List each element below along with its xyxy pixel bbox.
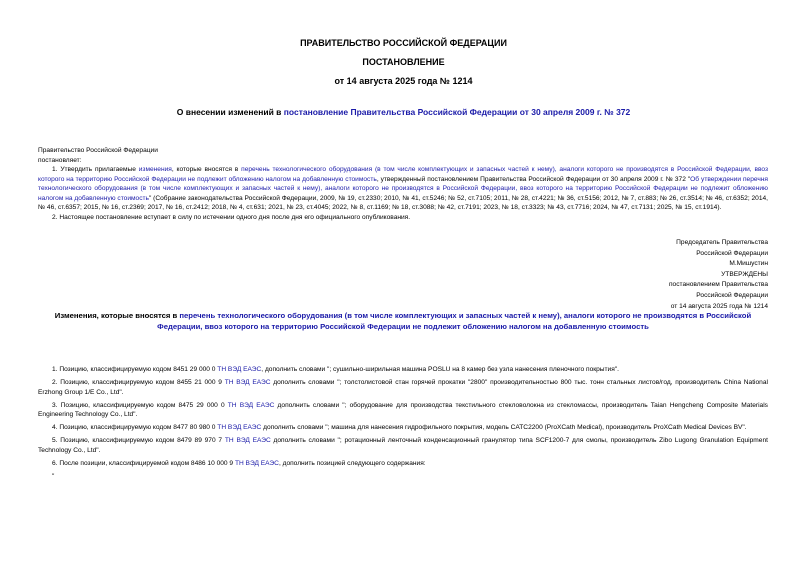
item-text: дополнить словами "; машина для нанесения гидрофильного покрытия, модель CATC2200 (ProXCath Medical), производитель ProXCath Medical Devices BV". (261, 424, 747, 432)
clause-2: 2. Настоящее постановление вступает в силу по истечении одного дня после дня его официального опубликования. (52, 213, 411, 221)
annex-title-link[interactable]: перечень технологического оборудования (в том числе комплектующих и запасных частей к нему), аналоги которого не производятся в Российской Федерации, ввоз которого на территорию Российской Федерации не подлежит обложению налогом на добавленную стоимость (157, 311, 752, 331)
item-text: дополнить словами "; оборудование для производства текстильного стекловолокна из стекломассы, производитель Taian Hengcheng Composite Materials Engineering Technology Co., Ltd". (38, 401, 768, 419)
resolution-372-link[interactable]: Об утверждении перечня технологического оборудования (в том числе комплектующих и запасных частей к нему), аналоги которого не производятся в Российской Федерации, ввоз которого на территорию Российской Федерации не подлежит обложению налогом на добавленную стоимость (38, 175, 768, 202)
trailing-quote: " (52, 472, 55, 480)
signature-line-2: Российской Федерации (696, 249, 768, 257)
preamble-line-1: Правительство Российской Федерации (38, 147, 158, 154)
list-item (38, 378, 768, 397)
title-prefix: О внесении изменений в (176, 107, 284, 117)
signature-line-1: Председатель Правительства (676, 239, 768, 246)
equipment-list-link[interactable]: перечень технологического оборудования (в том числе комплектующих и запасных частей к нему), аналоги которого не производятся в Российской Федерации, ввоз которого на территорию Российской Федерации не подлежит обложению налогом на добавленную стоимость (38, 166, 768, 183)
list-item (38, 459, 768, 469)
item-text: 6. После позиции, классифицируемой кодом 8486 10 000 9 (52, 459, 235, 467)
tn-ved-link[interactable]: ТН ВЭД ЕАЭС (217, 366, 262, 373)
tn-ved-link[interactable]: ТН ВЭД ЕАЭС (227, 401, 275, 409)
annex-title-text: Изменения, которые вносятся в (54, 311, 180, 320)
clause-1-text-b: , которые вносятся в (171, 166, 242, 173)
tn-ved-link[interactable]: ТН ВЭД ЕАЭС (217, 424, 262, 432)
list-item (38, 436, 768, 455)
clause-1-text-c: , утвержденный постановлением Правительства Российской Федерации от 30 апреля 2009 г. № 372 " (376, 175, 691, 183)
amendment-items (38, 365, 768, 485)
tn-ved-link[interactable]: ТН ВЭД ЕАЭС (224, 437, 271, 445)
signature-block (430, 238, 768, 312)
item-text: дополнить словами "; толстолистовой стан горячей прокатки "2800" производительностью 800 тыс. тонн стальных листов/год, производитель China National Erzhong Group 1/E Co., Ltd". (38, 378, 768, 396)
item-text: 2. Позицию, классифицируемую кодом 8455 21 000 9 (52, 378, 225, 386)
item-text: 1. Позицию, классифицируемую кодом 8451 29 000 0 (52, 366, 218, 373)
annex-title (38, 311, 768, 332)
list-item (38, 401, 768, 420)
clause-1 (38, 165, 768, 213)
item-text: дополнить словами "; ротационный ленточный конденсационный гранулятор типа SCF1200-7 для смолы, производитель Zibo Lugong Granulation Equipment Technology Co., Ltd". (38, 437, 768, 454)
list-item (38, 423, 768, 433)
government-heading: ПРАВИТЕЛЬСТВО РОССИЙСКОЙ ФЕДЕРАЦИИ (300, 38, 507, 48)
tn-ved-link[interactable]: ТН ВЭД ЕАЭС (234, 459, 279, 467)
item-text: 4. Позицию, классифицируемую кодом 8477 80 980 0 (52, 424, 218, 432)
clause-1-text-a: 1. Утвердить прилагаемые (52, 166, 139, 173)
item-text: , дополнить словами "; сушильно-ширильная машина POSLU на 8 камер без узла нанесения пленочного покрытия". (261, 366, 619, 373)
item-text: , дополнить позицией следующего содержания: (278, 459, 426, 467)
tn-ved-link[interactable]: ТН ВЭД ЕАЭС (224, 378, 271, 386)
approval-line-1: УТВЕРЖДЕНЫ (721, 270, 768, 278)
clause-1-text-d: " (Собрание законодательства Российской Федерации, 2009, № 19, ст.2330; 2010, № 41, ст.5246; № 52, ст.7105; 2011, № 28, ст.4221; № 36, ст.5156; 2012, № 7, ст.883; № 26, ст.3514; № 46, ст.6352; 2014, № 46, ст.6357; 2015, № 16, ст.2369; 2017, № 16, ст.2412; 2018, № 4, ст.631; 2021, № 23, ст.4045; 2022, № 8, ст.1169; № 18, ст.3088; № 42, ст.7191; 2023, № 18, ст.3323; № 43, ст.7716; 2024, № 47, ст.7131; 2025, № 15, ст.1914). (38, 194, 769, 211)
date-number-heading: от 14 августа 2025 года № 1214 (334, 76, 473, 86)
approval-line-3: Российской Федерации (696, 291, 768, 299)
title-link[interactable]: постановление Правительства Российской Федерации от 30 апреля 2009 г. № 372 (283, 107, 631, 117)
signature-line-3: М.Мишустин (729, 260, 768, 268)
approval-line-4: от 14 августа 2025 года № 1214 (670, 302, 768, 310)
decree-body (38, 146, 768, 222)
document-title (0, 107, 807, 117)
changes-link[interactable]: изменения (138, 166, 172, 173)
item-text: 5. Позицию, классифицируемую кодом 8479 89 970 7 (52, 437, 225, 445)
approval-line-2: постановлением Правительства (668, 281, 768, 289)
preamble-line-2: постановляет: (38, 156, 82, 164)
item-text: 3. Позицию, классифицируемую кодом 8475 29 000 0 (52, 401, 228, 409)
list-item (38, 365, 768, 375)
document-type-heading: ПОСТАНОВЛЕНИЕ (362, 57, 445, 67)
